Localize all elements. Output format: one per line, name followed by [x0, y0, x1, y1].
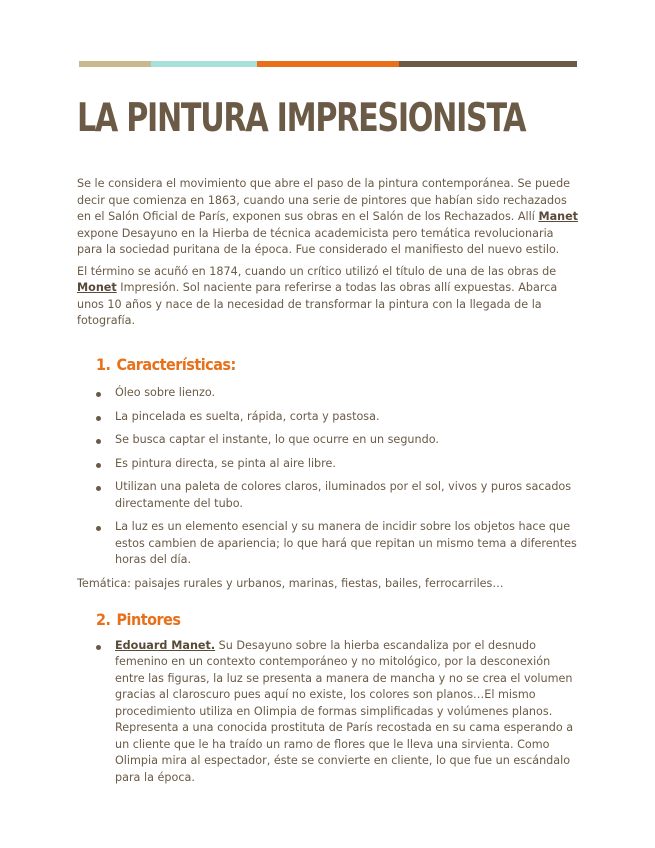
- section-2-number: 2.: [96, 610, 111, 629]
- color-bar-segment-brown: [399, 61, 577, 67]
- intro-p1-text-a: Se le considera el movimiento que abre el paso de la pintura contemporánea. Se puede decir que comienza en 1863, cuando una serie de pintores que habían sido rechazados en el Salón Oficial de París, exponen sus obras en el Salón de los Rechazados. Allí: [77, 177, 571, 223]
- painters-list: [77, 638, 579, 787]
- list-item-text: Óleo sobre lienzo.: [115, 386, 216, 399]
- bullet-icon: [96, 439, 101, 444]
- intro-paragraph-1: [77, 176, 579, 259]
- manet-link[interactable]: Manet: [538, 210, 579, 223]
- intro-p2-text-a: El término se acuñó en 1874, cuando un crítico utilizó el título de una de las obras de: [77, 264, 557, 278]
- list-item-text: Es pintura directa, se pinta al aire libre.: [115, 456, 336, 470]
- list-item: [77, 409, 579, 426]
- section-2-heading: [96, 612, 579, 629]
- list-item: [77, 638, 579, 787]
- bullet-icon: [96, 645, 101, 650]
- list-item-text: La pincelada es suelta, rápida, corta y pastosa.: [115, 409, 380, 423]
- intro-paragraph-2: [77, 264, 579, 330]
- edouard-manet-link[interactable]: Edouard Manet.: [115, 638, 216, 652]
- color-bar-segment-aqua: [151, 61, 257, 67]
- list-item: [77, 385, 579, 402]
- list-item-text: La luz es un elemento esencial y su manera de incidir sobre los objetos hace que estos cambien de apariencia; lo que hará que repitan un mismo tema a diferentes horas del día.: [115, 520, 577, 566]
- section-1-title: Características:: [116, 354, 236, 374]
- intro-p1-text-b: expone Desayuno en la Hierba de técnica academicista pero temática revolucionaria para la sociedad puritana de la época. Fue considerado el manifiesto del nuevo estilo.: [77, 226, 560, 256]
- tematica-line: Temática: paisajes rurales y urbanos, marinas, fiestas, bailes, ferrocarriles…: [77, 576, 504, 590]
- painter-description: Su Desayuno sobre la hierba escandaliza por el desnudo femenino en un contexto contemporáneo y no mitológico, por la desconexión entre las figuras, la luz se presenta a manera de mancha y no se crea el volumen gracias al claroscuro pues aquí no existe, los colores son planos…El mismo procedimiento utiliza en Olimpia de formas simplificadas y volúmenes planos. Representa a una conocida prostituta de París recostada en su cama esperando a un cliente que le ha traído un ramo de flores que le lleva una sirvienta. Como Olimpia mira al espectador, éste se convierte en cliente, lo que fue un escándalo para la época.: [115, 638, 574, 784]
- section-1-heading: [96, 354, 579, 374]
- list-item: [77, 456, 579, 473]
- bullet-icon: [96, 392, 101, 397]
- list-item-text: Se busca captar el instante, lo que ocurre en un segundo.: [115, 433, 439, 446]
- list-item-text: Utilizan una paleta de colores claros, iluminados por el sol, vivos y puros sacados directamente del tubo.: [115, 480, 572, 510]
- list-item: [77, 432, 579, 449]
- list-item: [77, 479, 579, 512]
- list-item: [77, 519, 579, 569]
- section-2-title: Pintores: [116, 610, 181, 629]
- characteristics-list: [77, 385, 579, 569]
- intro-p2-text-b: Impresión. Sol naciente para referirse a todas las obras allí expuestas. Abarca unos 10 años y nace de la necesidad de transformar la pintura con la llegada de la fotografía.: [77, 281, 558, 327]
- decorative-color-bar: [79, 61, 577, 67]
- monet-link[interactable]: Monet: [77, 281, 117, 294]
- bullet-icon: [96, 526, 101, 531]
- document-title: LA PINTURA IMPRESIONISTA: [77, 96, 526, 141]
- section-1-number: 1.: [96, 354, 111, 374]
- color-bar-segment-tan: [79, 61, 151, 67]
- bullet-icon: [96, 486, 101, 491]
- document-body: [77, 176, 579, 793]
- bullet-icon: [96, 463, 101, 468]
- bullet-icon: [96, 416, 101, 421]
- color-bar-segment-orange: [257, 61, 399, 67]
